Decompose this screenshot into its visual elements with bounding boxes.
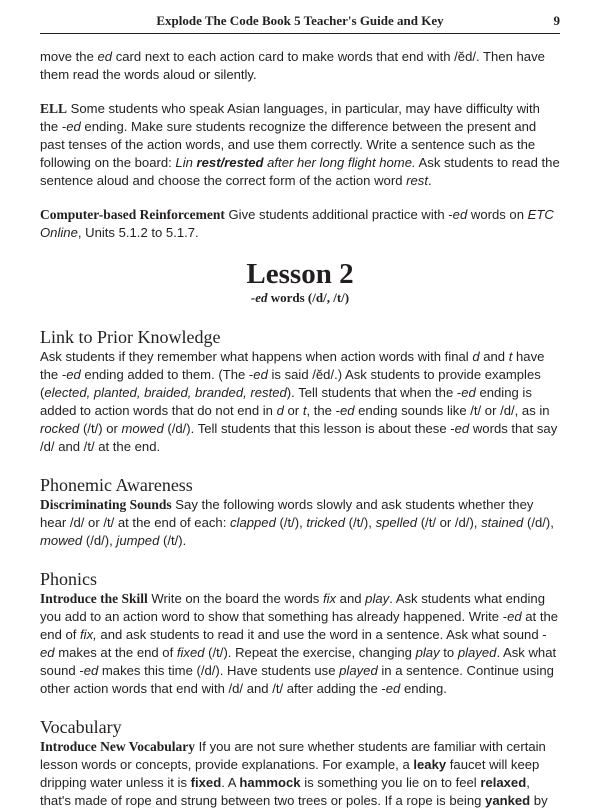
introduce-skill-label: Introduce the Skill — [40, 591, 148, 606]
vocabulary-paragraph: Introduce New Vocabulary If you are not sure whether students are familiar with certain lesson words or concepts, provide explanations. For example, a leaky faucet will keep dripping water unless it is fixed. A hammock is something you lie on to feel relaxed, that's made of rope and strung between two trees or poles. If a rope is being yanked by — [40, 739, 548, 808]
page-number: 9 — [553, 13, 560, 28]
ell-label: ELL — [40, 101, 68, 116]
computer-paragraph: Computer-based Reinforcement Give students additional practice with -ed words on ETC Online, Units 5.1.2 to 5.1.7. — [40, 207, 554, 240]
page-content — [40, 38, 560, 810]
introduce-vocabulary-label: Introduce New Vocabulary — [40, 739, 196, 754]
ell-paragraph: ELL Some students who speak Asian languages, in particular, may have difficulty with the -ed ending. Make sure students recognize the difference between the present and past tenses of the action words, and use them correctly. Write a sentence such as the following on the board: Lin rest/rested after her long flight home. Ask students to read the sentence aloud and choose the correct form of the action word rest. — [40, 101, 560, 188]
discriminating-label: Discriminating Sounds — [40, 497, 172, 512]
lesson-subtitle: -ed words (/d/, /t/) — [250, 290, 350, 305]
phonics-paragraph: Introduce the Skill Write on the board the words fix and play. Ask students what ending you add to an action word to show that something has already happened. Write -ed at the end of fix, and ask students to read it and use the word in a sentence. Ask what sound -ed makes at the end of fixed (/t/). Repeat the exercise, changing play to played. Ask what sound -ed makes this time (/d/). Have students use played in a sentence. Continue using other action words that end with /d/ and /t/ after adding the -ed ending. — [40, 591, 559, 696]
header-title: Explode The Code Book 5 Teacher's Guide and Key — [156, 13, 444, 28]
lesson-title: Lesson 2 — [246, 258, 354, 290]
computer-label: Computer-based Reinforcement — [40, 207, 225, 222]
phonics-heading: Phonics — [40, 569, 98, 589]
link-paragraph: Ask students if they remember what happens when action words with final d and t have the -ed ending added to them. (The -ed is said /ĕd/.) Ask students to provide examples (elected, planted, braided, branded, rested). Tell students that when the -ed ending is added to action words that do not end in d or t, the -ed ending sounds like /t/ or /d/, as in rocked (/t/) or mowed (/d/). Tell students that this lesson is about these -ed words that say /d/ and /t/ at the end. — [40, 349, 558, 454]
phonemic-paragraph: Discriminating Sounds Say the following words slowly and ask students whether they hear /d/ or /t/ at the end of each: clapped (/t/), tricked (/t/), spelled (/t/ or /d/), stained (/d/), mowed (/d/), jumped (/t/). — [40, 497, 554, 548]
vocabulary-heading: Vocabulary — [40, 717, 122, 737]
intro-paragraph: move the ed card next to each action card to make words that end with /ĕd/. Then have them read the words aloud or silently. — [40, 49, 545, 82]
link-heading: Link to Prior Knowledge — [40, 327, 221, 347]
phonemic-heading: Phonemic Awareness — [40, 475, 193, 495]
running-header — [40, 9, 560, 34]
